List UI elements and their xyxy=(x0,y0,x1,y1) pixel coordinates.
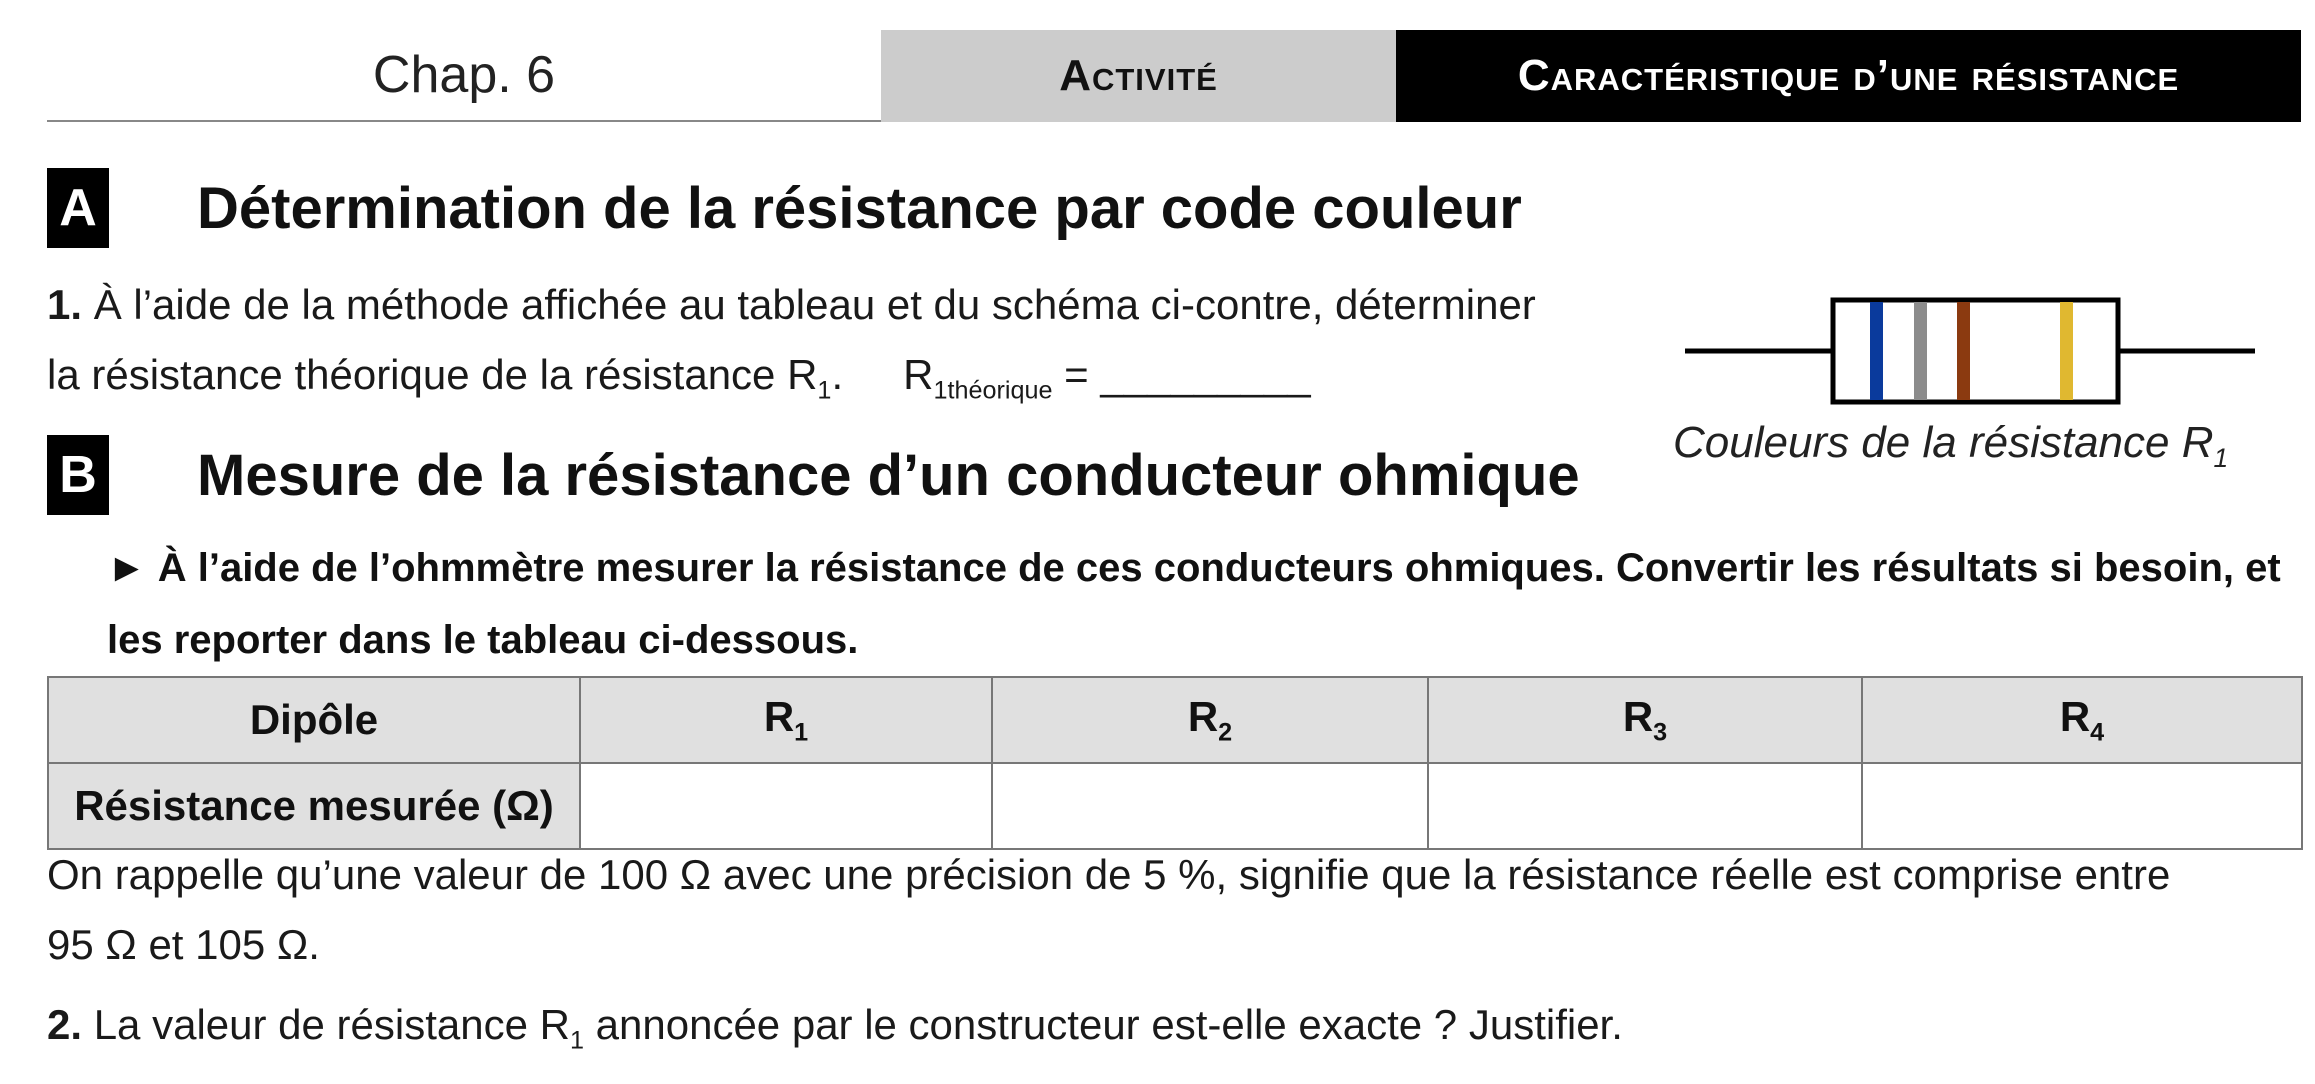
resistor-band-2 xyxy=(1914,302,1927,400)
table-cell-r1[interactable] xyxy=(580,763,992,849)
section-b-heading xyxy=(47,435,1580,515)
table-header-r3: $R_3$ xyxy=(1428,677,1862,763)
question-1-line-1 xyxy=(47,270,1536,340)
section-a-heading xyxy=(47,168,1522,248)
table-cell-r3[interactable] xyxy=(1428,763,1862,849)
resistor-caption: Couleurs de la résistance $R_1$ xyxy=(1673,418,2229,473)
page-header xyxy=(47,30,2301,122)
instruction xyxy=(107,532,2297,676)
table-header-row xyxy=(48,677,2302,763)
resistor-band-4 xyxy=(2060,302,2073,400)
section-b-badge: B xyxy=(47,435,109,515)
table-header-dipole: Dipôle xyxy=(48,677,580,763)
table-row xyxy=(48,763,2302,849)
question-1-number: 1. xyxy=(47,281,83,328)
table-cell-r2[interactable] xyxy=(992,763,1428,849)
question-2-number: 2. xyxy=(47,1001,83,1048)
reminder-line-1: On rappelle qu’une valeur de 100 Ω avec une précision de 5 %, signifie que la résistance réelle est comprise entre xyxy=(47,851,2171,898)
section-a-badge: A xyxy=(47,168,109,248)
question-1-line-2: la résistance théorique de la résistance $R_1$. $R_{1théorique}$ = _________ xyxy=(47,351,1311,405)
table-header-r4: $R_4$ xyxy=(1862,677,2302,763)
question-1-text: À l’aide de la méthode affichée au tableau et du schéma ci-contre, déterminer xyxy=(93,281,1536,328)
chapter-label: Chap. 6 xyxy=(47,30,881,122)
section-a-title: Détermination de la résistance par code couleur xyxy=(197,175,1522,241)
answer-field[interactable]: $R_{1théorique}$ = _________ xyxy=(903,351,1311,405)
table-header-r2: $R_2$ xyxy=(992,677,1428,763)
table-header-r1: $R_1$ xyxy=(580,677,992,763)
section-b-title: Mesure de la résistance d’un conducteur ohmique xyxy=(197,442,1580,508)
arrow-icon: ► xyxy=(107,546,147,590)
table-cell-r4[interactable] xyxy=(1862,763,2302,849)
measurement-table xyxy=(47,676,2303,850)
activity-label: Activité xyxy=(881,30,1396,122)
instruction-text: À l’aide de l’ohmmètre mesurer la résistance de ces conducteurs ohmiques. Convertir les résultats si besoin, et les reporter dans le tableau ci-dessous. xyxy=(107,546,2281,662)
table-row-label: Résistance mesurée (Ω) xyxy=(48,763,580,849)
reminder-line-2: 95 Ω et 105 Ω. xyxy=(47,921,320,968)
reminder xyxy=(47,840,2170,980)
resistor-diagram xyxy=(1685,290,2255,420)
activity-title: Caractéristique d’une résistance xyxy=(1396,30,2301,122)
resistor-band-3 xyxy=(1957,302,1970,400)
question-1 xyxy=(47,270,1536,425)
question-2: 2. La valeur de résistance $R_1$ annoncée par le constructeur est-elle exacte ? Justifier. xyxy=(47,1001,1623,1055)
resistor-band-1 xyxy=(1870,302,1883,400)
